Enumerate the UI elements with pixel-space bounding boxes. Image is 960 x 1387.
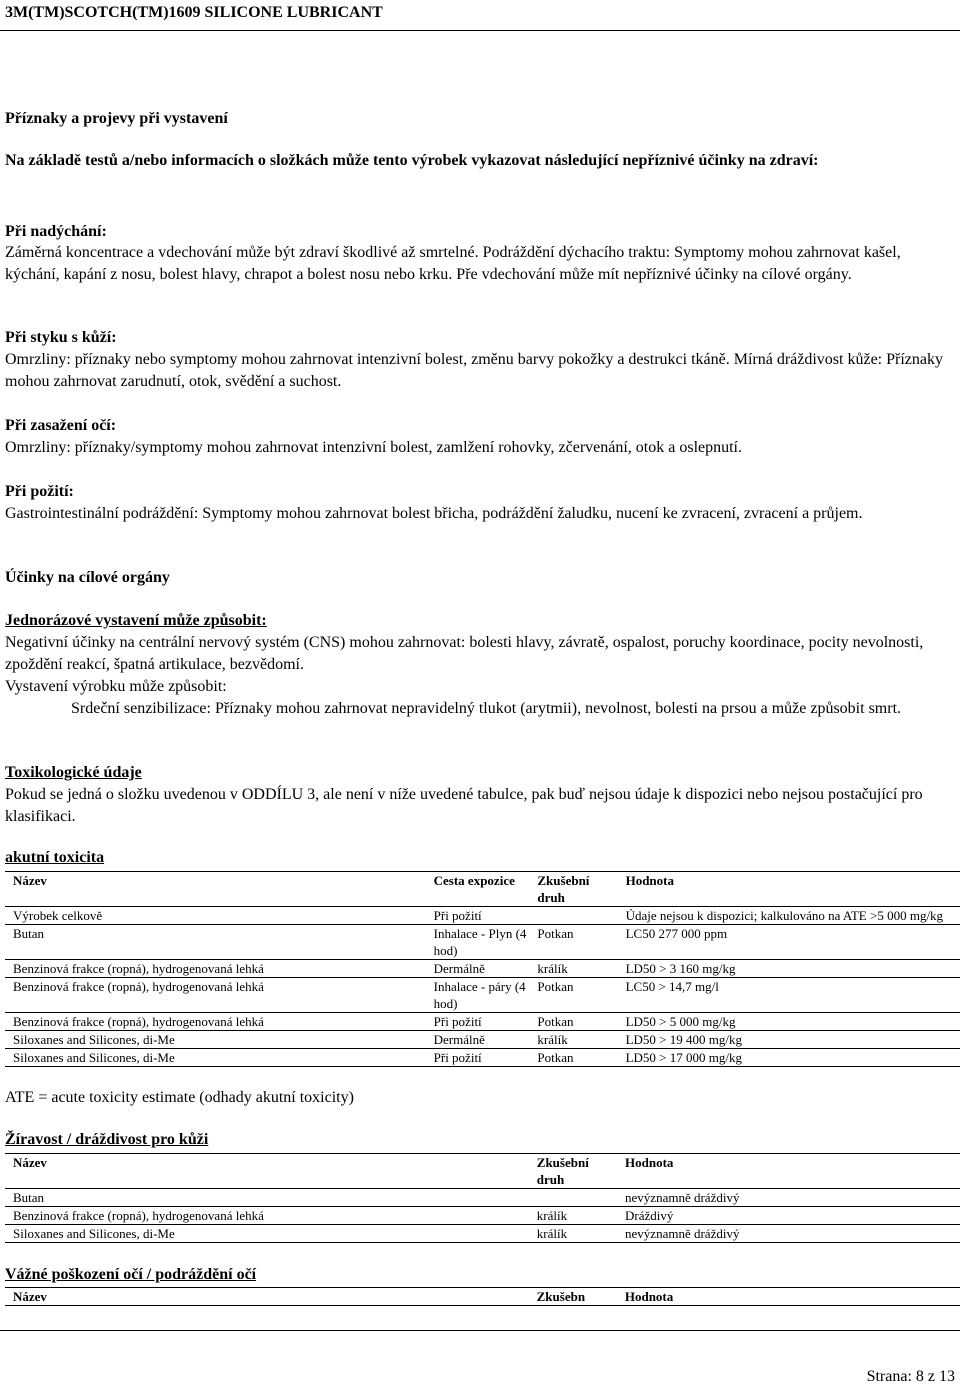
table-cell: Inhalace - páry (4 hod) <box>426 978 530 1013</box>
eye-damage-table <box>5 1287 960 1306</box>
col-header: Název <box>5 872 426 907</box>
table-cell <box>426 1207 529 1225</box>
table-row <box>5 1189 960 1207</box>
table-cell <box>529 907 617 925</box>
table-cell: Při požití <box>426 1013 530 1031</box>
product-exposure-heading: Vystavení výrobku může způsobit: <box>5 678 227 695</box>
tox-data-heading: Toxikologické údaje <box>5 764 142 781</box>
ingestion-text: Gastrointestinální podráždění: Symptomy mohou zahrnovat bolest břicha, podráždění žaludku, nucení ke zvracení, zvracení a průjem. <box>5 505 863 522</box>
skin-irritation-heading: Žíravost / dráždivost pro kůži <box>5 1131 209 1148</box>
table-cell: Výrobek celkově <box>5 907 426 925</box>
col-header: Cesta expozice <box>426 872 530 907</box>
table-cell: Potkan <box>529 978 617 1013</box>
symptoms-heading: Příznaky a projevy při vystavení <box>5 110 228 127</box>
eye-contact-heading: Při zasažení očí: <box>5 417 117 434</box>
ingestion-heading: Při požití: <box>5 483 74 500</box>
table-cell: králík <box>529 1225 617 1243</box>
col-header: Zkušební druh <box>529 1154 617 1189</box>
table-cell: králík <box>529 1207 617 1225</box>
col-header <box>426 1288 529 1306</box>
table-cell: Siloxanes and Silicones, di-Me <box>5 1225 426 1243</box>
table-cell: LD50 > 5 000 mg/kg <box>618 1013 960 1031</box>
skin-irritation-table <box>5 1153 960 1243</box>
table-header-row <box>5 1154 960 1189</box>
table-cell: Siloxanes and Silicones, di-Me <box>5 1049 426 1067</box>
table-cell: nevýznamně dráždivý <box>617 1225 960 1243</box>
acute-toxicity-table <box>5 871 960 1067</box>
col-header: Hodnota <box>617 1154 960 1189</box>
col-header: Název <box>5 1154 426 1189</box>
table-cell: Butan <box>5 925 426 960</box>
document-title: 3M(TM)SCOTCH(TM)1609 SILICONE LUBRICANT <box>5 4 383 21</box>
skin-contact-heading: Při styku s kůží: <box>5 329 117 346</box>
col-header: Hodnota <box>617 1288 960 1306</box>
table-cell: Inhalace - Plyn (4 hod) <box>426 925 530 960</box>
inhalation-heading: Při nadýchání: <box>5 223 107 240</box>
col-header: Hodnota <box>618 872 960 907</box>
eye-damage-heading: Vážné poškození očí / podráždění očí <box>5 1266 257 1283</box>
table-cell: Benzinová frakce (ropná), hydrogenovaná lehká <box>5 1013 426 1031</box>
table-cell: Benzinová frakce (ropná), hydrogenovaná lehká <box>5 978 426 1013</box>
table-row <box>5 925 960 960</box>
ate-note: ATE = acute toxicity estimate (odhady akutní toxicity) <box>5 1089 354 1106</box>
table-cell: LD50 > 17 000 mg/kg <box>618 1049 960 1067</box>
page-number: Strana: 8 z 13 <box>866 1368 955 1385</box>
header-rule <box>0 30 960 31</box>
single-exposure-text: Negativní účinky na centrální nervový systém (CNS) mohou zahrnovat: bolesti hlavy, závratě, ospalost, poruchy koordinace, pocity nevolnosti, zpoždění reakcí, špatná artikulace, bezvědomí. <box>5 634 924 673</box>
table-cell: Údaje nejsou k dispozici; kalkulováno na ATE >5 000 mg/kg <box>618 907 960 925</box>
table-cell: Dráždivý <box>617 1207 960 1225</box>
table-row <box>5 1225 960 1243</box>
table-row <box>5 907 960 925</box>
table-cell: Dermálně <box>426 960 530 978</box>
table-row <box>5 1049 960 1067</box>
table-header-row <box>5 1288 960 1306</box>
eye-contact-text: Omrzliny: příznaky/symptomy mohou zahrnovat intenzivní bolest, zamlžení rohovky, zčervenání, otok a oslepnutí. <box>5 439 742 456</box>
table-cell: Benzinová frakce (ropná), hydrogenovaná lehká <box>5 960 426 978</box>
table-row <box>5 978 960 1013</box>
symptoms-intro: Na základě testů a/nebo informacích o složkách může tento výrobek vykazovat následující nepříznivé účinky na zdraví: <box>5 152 819 169</box>
table-cell: Při požití <box>426 1049 530 1067</box>
table-cell: Dermálně <box>426 1031 530 1049</box>
table-cell <box>426 1189 529 1207</box>
table-header-row <box>5 872 960 907</box>
acute-toxicity-heading: akutní toxicita <box>5 849 105 866</box>
table-cell: Potkan <box>529 1013 617 1031</box>
table-row <box>5 1013 960 1031</box>
table-cell: králík <box>529 960 617 978</box>
product-exposure-text: Srdeční senzibilizace: Příznaky mohou zahrnovat nepravidelný tlukot (arytmii), nevolnost, bolesti na prsou a může způsobit smrt. <box>71 700 902 717</box>
table-cell: nevýznamně dráždivý <box>617 1189 960 1207</box>
table-cell <box>426 1225 529 1243</box>
col-header: Název <box>5 1288 426 1306</box>
table-cell: Benzinová frakce (ropná), hydrogenovaná lehká <box>5 1207 426 1225</box>
target-organs-heading: Účinky na cílové orgány <box>5 569 170 586</box>
single-exposure-heading: Jednorázové vystavení může způsobit: <box>5 612 267 629</box>
footer-rule <box>0 1330 960 1331</box>
table-cell: Potkan <box>529 925 617 960</box>
table-cell: Butan <box>5 1189 426 1207</box>
table-cell: LC50 277 000 ppm <box>618 925 960 960</box>
tox-data-text: Pokud se jedná o složku uvedenou v ODDÍLU 3, ale není v níže uvedené tabulce, pak buď nejsou údaje k dispozici nebo nejsou postačující pro klasifikaci. <box>5 786 923 825</box>
col-header <box>426 1154 529 1189</box>
col-header: Zkušebn <box>529 1288 617 1306</box>
table-cell <box>529 1189 617 1207</box>
table-row <box>5 1207 960 1225</box>
table-cell: Siloxanes and Silicones, di-Me <box>5 1031 426 1049</box>
table-cell: LD50 > 3 160 mg/kg <box>618 960 960 978</box>
table-row <box>5 1031 960 1049</box>
table-cell: Potkan <box>529 1049 617 1067</box>
table-cell: LD50 > 19 400 mg/kg <box>618 1031 960 1049</box>
col-header: Zkušební druh <box>529 872 617 907</box>
table-cell: Při požití <box>426 907 530 925</box>
skin-contact-text: Omrzliny: příznaky nebo symptomy mohou zahrnovat intenzivní bolest, změnu barvy pokožky a destrukci tkáně. Mírná dráždivost kůže: Příznaky mohou zahrnovat zarudnutí, otok, svědění a suchost. <box>5 351 943 390</box>
table-cell: králík <box>529 1031 617 1049</box>
table-cell: LC50 > 14,7 mg/l <box>618 978 960 1013</box>
table-row <box>5 960 960 978</box>
inhalation-text: Záměrná koncentrace a vdechování může být zdraví škodlivé až smrtelné. Podráždění dýchacího traktu: Symptomy mohou zahrnovat kašel, kýchání, kapání z nosu, bolest hlavy, chrapot a bolest nosu nebo krku. Pře vdechování může mít nepříznivé účinky na cílové orgány. <box>5 244 901 283</box>
